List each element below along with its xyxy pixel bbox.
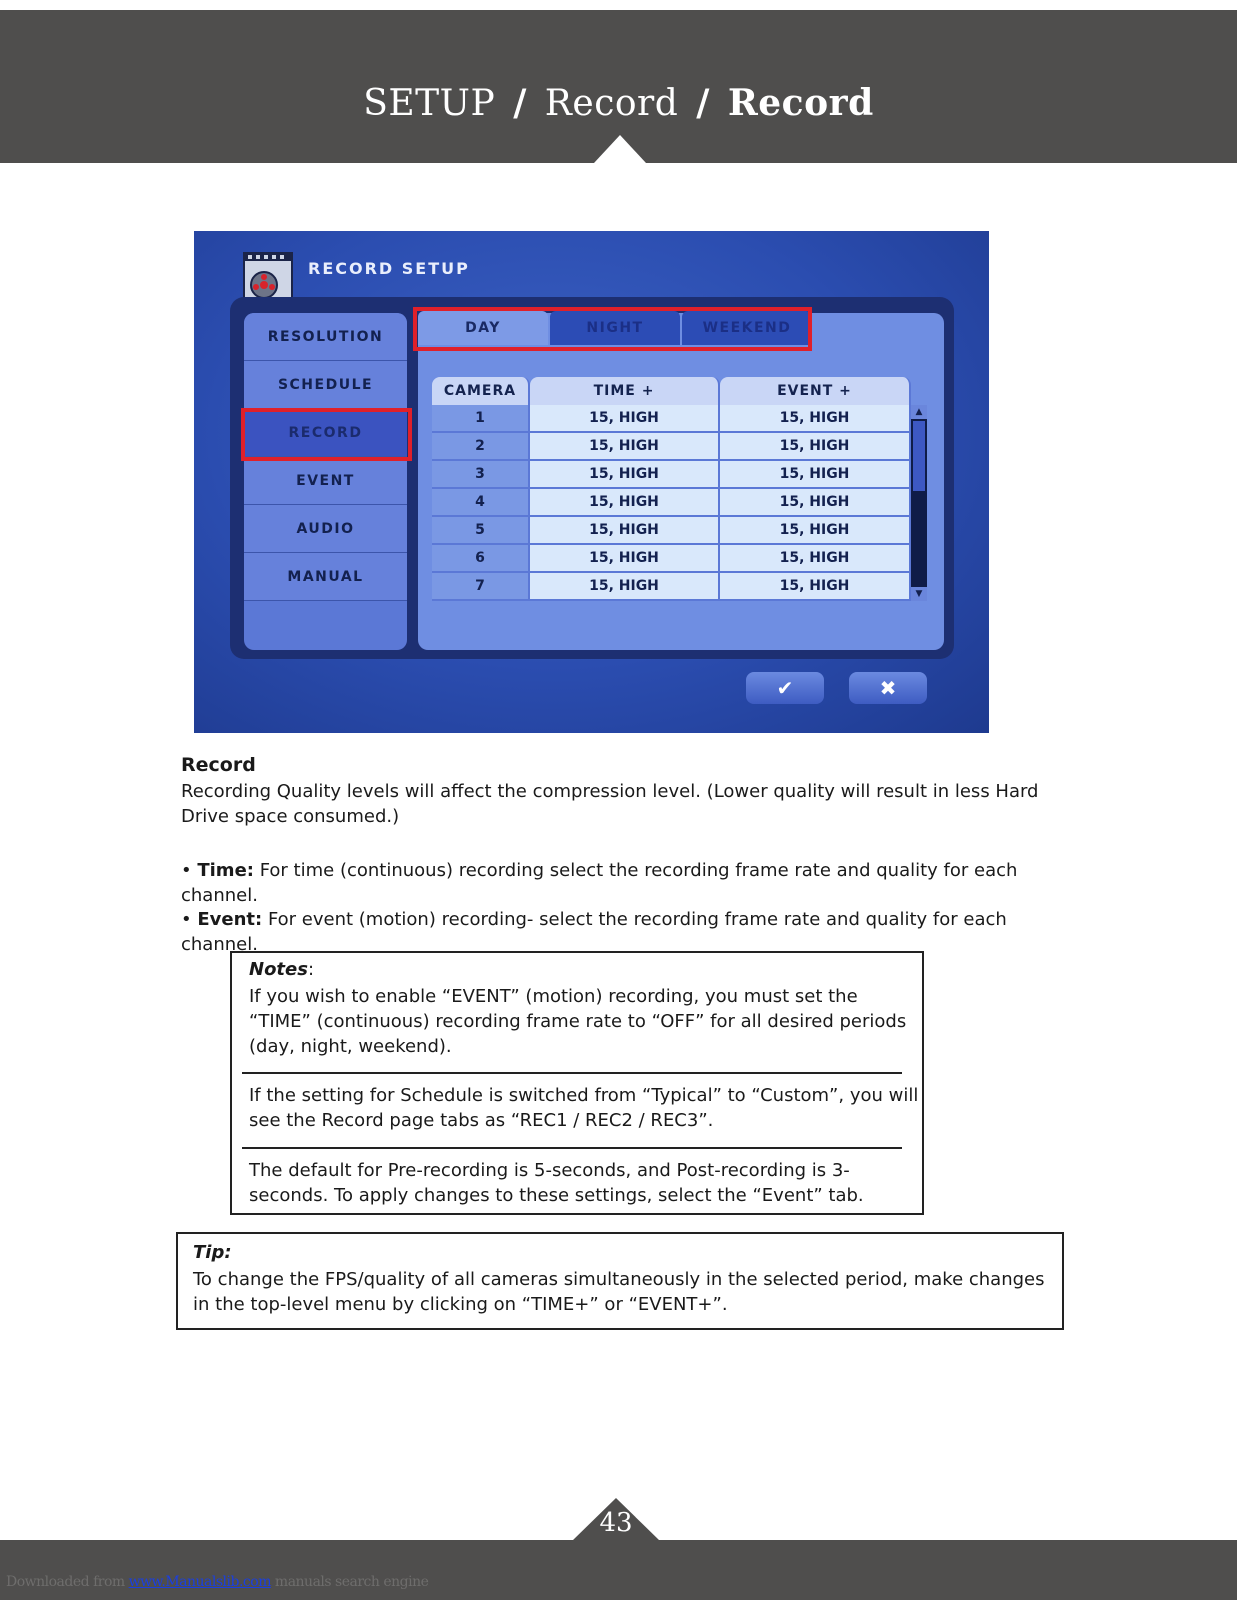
menu-event[interactable]: EVENT	[244, 457, 407, 505]
event-description: For event (motion) recording- select the recording frame rate and quality for each channel.	[181, 909, 1007, 955]
time-label: Time:	[197, 860, 254, 881]
breadcrumb-record: Record	[544, 83, 679, 124]
notes-box	[230, 951, 924, 1215]
page-footer	[0, 1540, 1237, 1600]
camera-cell: 4	[432, 489, 530, 517]
menu-resolution[interactable]: RESOLUTION	[244, 313, 407, 361]
breadcrumb-separator: /	[696, 82, 710, 124]
section-heading: Record	[181, 754, 256, 776]
tab-night[interactable]: NIGHT	[550, 311, 680, 345]
event-cell[interactable]: 15, HIGH	[720, 517, 911, 545]
scroll-thumb[interactable]	[913, 421, 925, 491]
close-icon: ✖	[879, 676, 897, 700]
camera-cell: 6	[432, 545, 530, 573]
menu-record[interactable]: RECORD	[244, 409, 407, 457]
page-title	[0, 82, 1237, 124]
scroll-down-icon[interactable]: ▼	[911, 587, 927, 601]
breadcrumb-separator: /	[513, 82, 527, 124]
time-cell[interactable]: 15, HIGH	[530, 433, 720, 461]
table-row	[432, 517, 929, 545]
time-cell[interactable]: 15, HIGH	[530, 517, 720, 545]
table-scrollbar[interactable]	[911, 405, 927, 601]
camera-cell: 2	[432, 433, 530, 461]
bullet-glyph: •	[181, 909, 192, 930]
note-event-recording: If you wish to enable “EVENT” (motion) recording, you must set the “TIME” (continuous) recording frame rate to “OFF” for all desired periods (day, night, weekend).	[249, 986, 907, 1057]
record-table	[432, 377, 929, 601]
check-icon: ✔	[776, 676, 794, 700]
bullet-glyph: •	[181, 860, 192, 881]
event-cell[interactable]: 15, HIGH	[720, 545, 911, 573]
credit-prefix: Downloaded from	[6, 1574, 129, 1590]
column-event[interactable]: EVENT +	[720, 377, 911, 405]
record-menu-highlight	[241, 408, 412, 461]
scroll-up-icon[interactable]: ▲	[911, 405, 927, 419]
table-row	[432, 461, 929, 489]
time-description: For time (continuous) recording select the recording frame rate and quality for each channel.	[181, 860, 1018, 906]
confirm-button[interactable]	[746, 672, 824, 704]
tip-text: To change the FPS/quality of all cameras simultaneously in the selected period, make changes in the top-level menu by clicking on “TIME+” or “EVENT+”.	[193, 1269, 1045, 1315]
event-cell[interactable]: 15, HIGH	[720, 461, 911, 489]
event-cell[interactable]: 15, HIGH	[720, 489, 911, 517]
side-menu	[244, 313, 407, 650]
download-credit	[6, 1574, 428, 1590]
table-row	[432, 405, 929, 433]
time-cell[interactable]: 15, HIGH	[530, 545, 720, 573]
notes-label	[249, 959, 314, 980]
table-row	[432, 573, 929, 601]
header-notch	[594, 135, 646, 163]
cancel-button[interactable]	[849, 672, 927, 704]
menu-audio[interactable]: AUDIO	[244, 505, 407, 553]
event-bullet	[181, 907, 1061, 957]
tip-label: Tip:	[193, 1242, 232, 1263]
time-cell[interactable]: 15, HIGH	[530, 489, 720, 517]
notes-colon: :	[307, 959, 315, 980]
intro-paragraph: Recording Quality levels will affect the compression level. (Lower quality will result in less Hard Drive space consumed.)	[181, 781, 1039, 827]
column-time[interactable]: TIME +	[530, 377, 720, 405]
column-camera: CAMERA	[432, 377, 530, 405]
event-cell[interactable]: 15, HIGH	[720, 573, 911, 601]
table-row	[432, 433, 929, 461]
notes-divider	[242, 1147, 902, 1149]
breadcrumb-current: Record	[727, 82, 874, 124]
table-row	[432, 489, 929, 517]
event-label: Event:	[197, 909, 263, 930]
time-cell[interactable]: 15, HIGH	[530, 405, 720, 433]
page-number: 43	[599, 1508, 633, 1538]
notes-divider	[242, 1072, 902, 1074]
tab-weekend[interactable]: WEEKEND	[682, 311, 812, 345]
time-bullet	[181, 858, 1061, 908]
menu-manual[interactable]: MANUAL	[244, 553, 407, 601]
camera-cell: 5	[432, 517, 530, 545]
tab-day[interactable]: DAY	[418, 311, 548, 345]
camera-cell: 1	[432, 405, 530, 433]
camera-cell: 7	[432, 573, 530, 601]
event-cell[interactable]: 15, HIGH	[720, 405, 911, 433]
camera-cell: 3	[432, 461, 530, 489]
note-schedule-custom: If the setting for Schedule is switched from “Typical” to “Custom”, you will see the Record page tabs as “REC1 / REC2 / REC3”.	[249, 1085, 919, 1131]
event-cell[interactable]: 15, HIGH	[720, 433, 911, 461]
table-row	[432, 545, 929, 573]
note-pre-post-recording: The default for Pre-recording is 5-seconds, and Post-recording is 3-seconds. To apply changes to these settings, select the “Event” tab.	[249, 1160, 864, 1206]
menu-schedule[interactable]: SCHEDULE	[244, 361, 407, 409]
time-cell[interactable]: 15, HIGH	[530, 573, 720, 601]
time-cell[interactable]: 15, HIGH	[530, 461, 720, 489]
notes-label-text: Notes	[249, 959, 308, 980]
dvr-window-title: RECORD SETUP	[308, 259, 470, 278]
tabs-highlight	[413, 307, 812, 351]
manualslib-link[interactable]: www.Manualslib.com	[128, 1574, 271, 1590]
tip-box	[176, 1232, 1064, 1330]
credit-suffix: manuals search engine	[270, 1574, 429, 1590]
record-setup-screenshot	[194, 231, 989, 733]
table-header	[432, 377, 929, 405]
breadcrumb-setup: SETUP	[363, 83, 496, 124]
